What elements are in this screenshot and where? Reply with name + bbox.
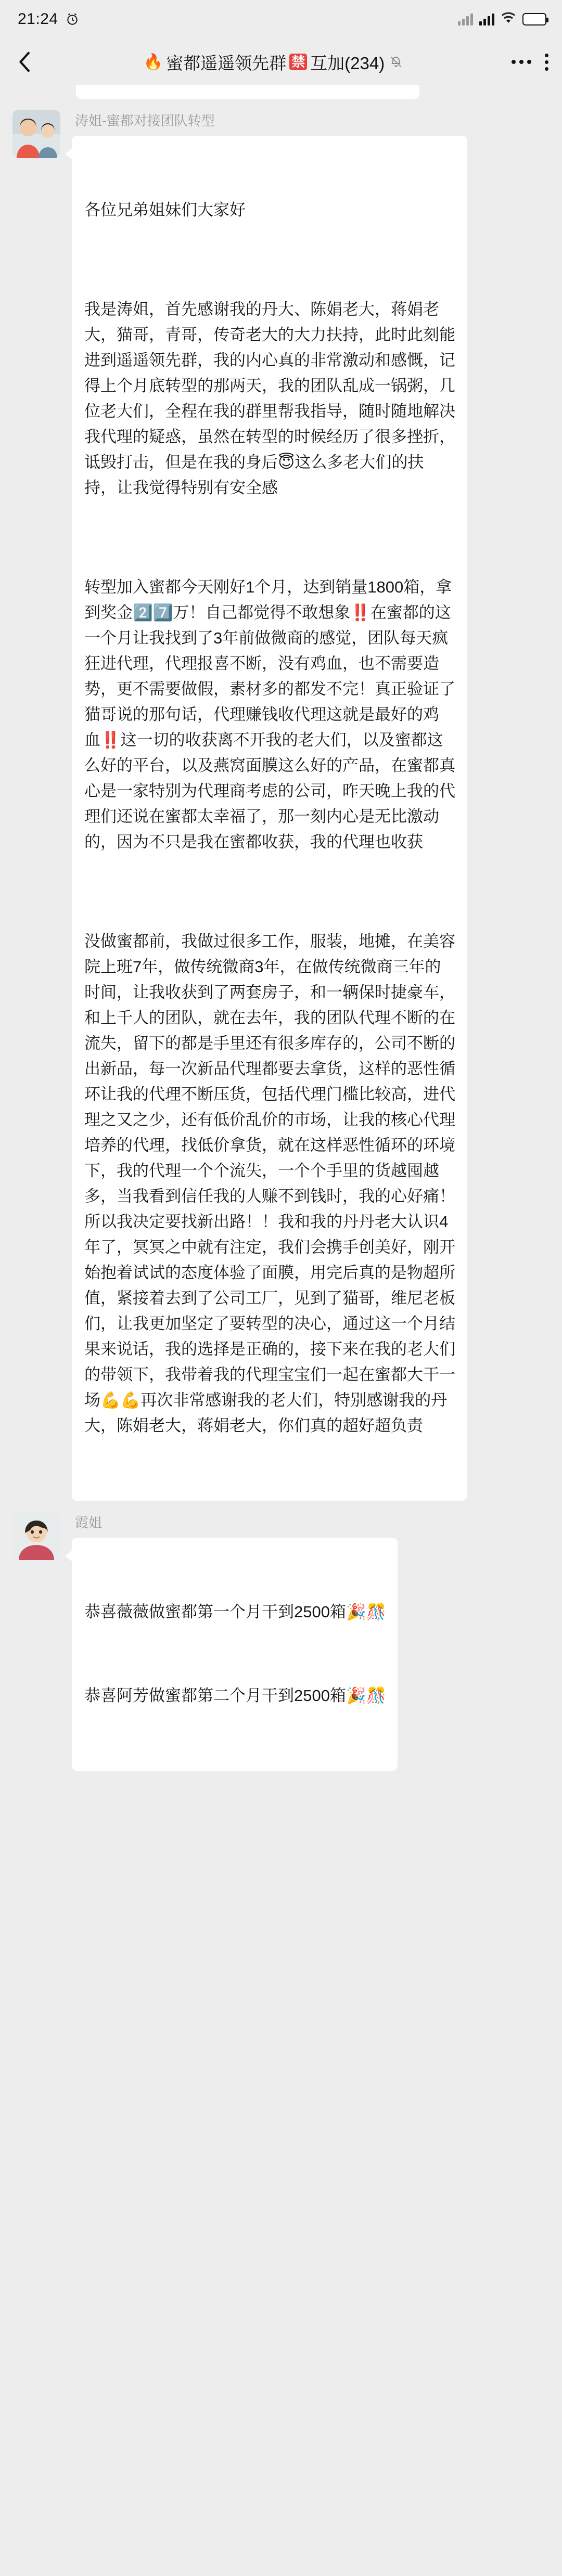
message-row — [0, 99, 562, 1501]
list-bottom-spacer — [0, 1771, 562, 1786]
back-chevron-icon — [19, 51, 31, 73]
status-time: 21:24 — [18, 10, 58, 28]
mute-bell-icon — [390, 56, 402, 68]
status-bar-left — [18, 10, 79, 28]
wifi-icon — [501, 12, 516, 27]
navigation-bar — [0, 38, 562, 85]
avatar-taojie[interactable] — [12, 110, 60, 158]
previous-message-partial — [0, 85, 562, 99]
message-content — [72, 1512, 398, 1771]
chat-message-list[interactable] — [0, 85, 562, 1797]
fire-icon: 🔥 — [143, 53, 163, 71]
navigation-actions — [512, 54, 548, 71]
message-sender-name: 霞姐 — [75, 1515, 103, 1530]
avatar-xiajie[interactable] — [12, 1512, 60, 1560]
status-bar — [0, 0, 562, 38]
message-bubble[interactable] — [72, 136, 467, 1501]
battery-icon — [522, 13, 546, 25]
message-paragraph: 恭喜薇薇做蜜都第一个月干到2500箱🎉🎊 — [84, 1603, 387, 1621]
message-bubble[interactable] — [72, 1538, 398, 1771]
message-content — [72, 110, 467, 1501]
message-paragraph: 没做蜜都前，我做过很多工作，服装，地摊，在美容院上班7年，做传统微商3年，在做传统微商三年的时间，让我收获到了两套房子，和一辆保时捷豪车，和上千人的团队，就在去年，我的团队代理不断的在流失，留下的都是手里还有很多库存的，公司不断的出新品，每一次新品代理都要去拿货，这样的恶性循环让我的代理不断压货，包括代理门槛比较高，进代理之又之少，还有低价乱价的市场，让我的核心代理培养的代理，找低价拿货，就在这样恶性循环的环境下，我的代理一个个流失，一个个手里的货越囤越多，当我看到信任我的人赚不到钱时，我的心好痛！所以我决定要找新出路！！我和我的丹丹老大认识4年了，冥冥之中就有注定，我们会携手创美好，刚开始抱着试试的态度体验了面膜，用完后真的是物超所值，紧接着去到了公司工厂，见到了猫哥，维尼老板们，让我更加坚定了要转型的决心，通过这一个月结果来说话，我的选择是正确的，接下来在我的老大们的带领下，我带着我的代理宝宝们一起在蜜都大干一场💪💪再次非常感谢我的老大们，特别感谢我的丹大，陈娟老大，蒋娟老大，你们真的超好超负责 — [84, 932, 455, 1435]
message-paragraph: 各位兄弟姐妹们大家好 — [84, 201, 246, 219]
message-bubble-cutoff — [76, 85, 419, 99]
restricted-badge: 禁 — [289, 54, 307, 70]
avatar-image — [12, 110, 60, 158]
status-bar-right — [458, 12, 546, 27]
message-paragraph: 转型加入蜜都今天刚好1个月，达到销量1800箱，拿到奖金2️⃣7️⃣万！自己都觉得不敢想象‼️在蜜都的这一个月让我找到了3年前做微商的感觉，团队每天疯狂进代理，代理报喜不断，没有鸡血，也不需要造势，更不需要做假，素材多的都发不完！真正验证了猫哥说的那句话，代理赚钱收代理这就是最好的鸡血‼️这一切的收获离不开我的老大们，以及蜜都这么好的平台，以及燕窝面膜这么好的产品，在蜜都真心是一家特别为代理商考虑的公司，昨天晚上我的代理们还说在蜜都太幸福了，那一刻内心是无比激动的，因为不只是我在蜜都收获，我的代理也收获 — [84, 578, 455, 851]
message-row — [0, 1501, 562, 1771]
avatar-image — [12, 1512, 60, 1560]
more-dots-icon[interactable] — [512, 60, 531, 64]
signal-bars-icon — [479, 13, 494, 25]
alarm-clock-icon — [66, 12, 79, 26]
overflow-menu-icon[interactable] — [545, 54, 548, 71]
chat-title[interactable] — [34, 50, 512, 74]
message-paragraph: 恭喜阿芳做蜜都第二个月干到2500箱🎉🎊 — [84, 1686, 387, 1705]
chat-title-text: 蜜都遥遥领先群 — [166, 53, 287, 73]
message-sender-name: 涛姐-蜜都对接团队转型 — [75, 113, 215, 128]
chat-title-suffix: 互加(234) — [310, 53, 385, 73]
message-paragraph: 我是涛姐，首先感谢我的丹大、陈娟老大，蒋娟老大，猫哥，青哥，传奇老大的大力扶持，此时此刻能进到遥遥领先群，我的内心真的非常激动和感慨，记得上个月底转型的那两天，我的团队乱成一锅粥，几位老大们，全程在我的群里帮我指导，随时随地解决我代理的疑惑，虽然在转型的时候经历了很多挫折，诋毁打击，但是在我的身后😇这么多老大们的扶持，让我觉得特别有安全感 — [84, 300, 455, 497]
signal-bars-icon-secondary — [458, 13, 473, 25]
